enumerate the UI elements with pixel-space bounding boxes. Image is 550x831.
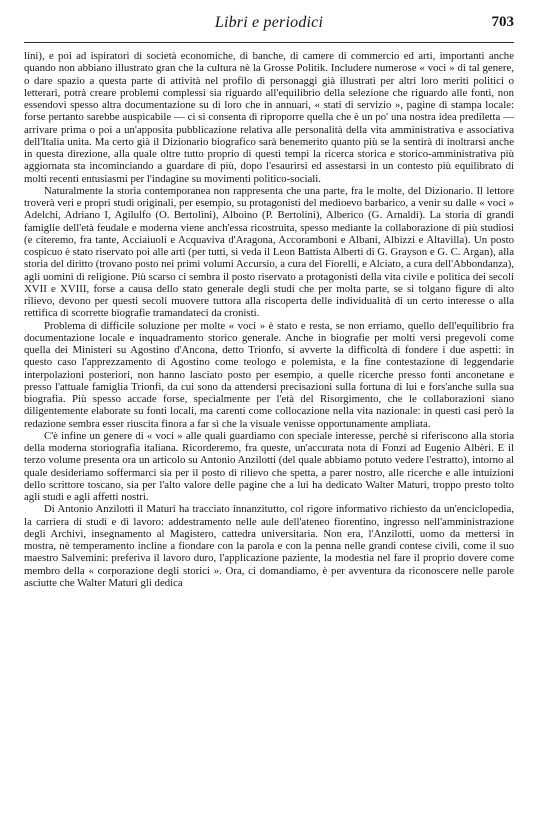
paragraph-local-documentation: Problema di difficile soluzione per molte « voci » è stato e resta, se non erriamo, quello dell'equilibrio fra documentazione locale e inquadramento storico generale. Anche in biografie per molti versi pregevoli come quella dei Ministeri su Agostino d'Ancona, detto Trionfo, si avverte la difficoltà di fondere i due aspetti: in questo caso l'apprezzamento di Agostino come teologo e polemista, e la fine contestazione di leggendarie interpolazioni posteriori, non hanno lasciato posto per esempio, a quelle ricerche presso fonti anconetane e presso l'attuale famiglia Trionfi, da cui sono da attendersi precisazioni sulla fortuna di lui e fors'anche sulla sua biografia. Più spesso accade forse, specialmente per l'età del Risorgimento, che le collaborazioni siano diligentemente elaborate su fonti locali, ma carenti come collocazione nella vita nazionale: in questi casi però la redazione sembra esser riuscita finora a far sì che la visuale venisse opportunamente ampliata. (24, 319, 514, 430)
paragraph-anzilotti: Di Antonio Anzilotti il Maturi ha tracciato innanzitutto, col rigore informativo richiesto da un'enciclopedia, la carriera di studi e di lavoro: addestramento nelle aule dell'ateneo fiorentino, ingresso nell'amministrazione degli Archivi, insegnamento al Magistero, cattedra universitaria. Non era, l'Anzilotti, uomo da mettersi in mostra, nè temperamento incline a fiondare con la parola e con la penna nelle grandi contese civili, come il suo maestro Salvemini: preferiva il lavoro duro, l'applicazione paziente, la modestia nel fare il proprio dovere come membro della « corporazione degli storici ». Ora, ci domandiamo, è per avventura da riconoscere nelle parole asciutte che Walter Maturi gli dedica (24, 503, 514, 589)
page-number: 703 (491, 14, 514, 30)
article-body (24, 50, 514, 589)
header-rule (24, 42, 514, 43)
paragraph-dizionario-scope: Naturalmente la storia contemporanea non rappresenta che una parte, fra le molte, del Dizionario. Il lettore troverà veri e propri studi originali, per esempio, su protagonisti del medioevo barbarico, a venir su dalle « voci » Adelchi, Adriano I, Agilulfo (O. Bertolini), Alboino (P. Bertolini), Alberico (G. Arnaldi). La storia di grandi famiglie dell'età feudale e moderna viene anch'essa ricostruita, spesso mediante la collaborazione di più studiosi (e citeremo, fra tante, Acciaiuoli e Acquaviva d'Aragona, Accoramboni e Albani, Albizzi e Altavilla). Un posto cospicuo è stato riservato poi alle arti (per tutti, si veda il Leon Battista Alberti di G. Grayson e G. C. Argan), alla storia del diritto (trovano posto nei primi volumi Accursio, a cura del Fiorelli, e Alciato, a cura dell'Abbondanza), agli uomini di religione. Più scarso ci sembra il posto riservato a protagonisti della vita civile e politica dei secoli XVII e XVIII, forse a causa dello stato generale degli studi che per molta parte, se si tolgano figure di alto rilievo, devono per questi secoli muovere tuttora alla riscoperta delle individualità di un certo interesse o alla rettifica di scorrette biografie tramandateci da cronisti. (24, 184, 514, 320)
running-title: Libri e periodici (214, 14, 324, 31)
paragraph-continuation: lini), e poi ad ispiratori di società economiche, di banche, di camere di commercio ed arti, importanti anche quando non abbiano illustrato gran che la cultura nè la Grosse Politik. Includere numerose « voci » di tal genere, o dare spazio a questa parte di attività nel profilo di personaggi già illustrati per altri loro meriti politici o letterari, potrà creare problemi complessi sia riguardo all'equilibrio della selezione che riguardo alle fonti, non essendovi spesso altra documentazione su di loro che in annuari, « stati di servizio », pagine di stampa locale: forse pertanto sarebbe auspicabile — ci si consenta di riproporre quella che è un po' una nostra idea prediletta — arrivare prima o poi a un'apposita pubblicazione relativa alle personalità della vita amministrativa e associativa dell'Italia unita. Ma certo già il Dizionario biografico sarà benemerito quanto più se la sentirà di inoltrarsi anche in questa direzione, alla quale oltre tutto proprio di questi tempi la ricerca storica e storico-amministrativa più aggiornata sta incominciando a guardare di più, dopo l'esaurirsi ed assestarsi in un contesto più equilibrato di molti recenti entusiasmi per l'indagine su movimenti politico-sociali. (24, 50, 514, 185)
paragraph-historiography-entries: C'è infine un genere di « voci » alle quali guardiamo con speciale interesse, perchè si riferiscono alla storia della moderna storiografia italiana. Ricorderemo, fra queste, un'accurata nota di Fonzi ad Eugenio Albèri. E il terzo volume presenta ora un articolo su Antonio Anzilotti (del quale abbiamo potuto vedere l'estratto), intorno al quale desideriamo soffermarci sia per il posto di rilievo che spetta, a parer nostro, alle ricerche e alle intuizioni dello scrittore toscano, sia per l'alto valore delle pagine che a lui ha dedicato Walter Maturi, troppo presto tolto agli studi e agli affetti nostri. (24, 429, 514, 503)
running-header (24, 14, 514, 40)
